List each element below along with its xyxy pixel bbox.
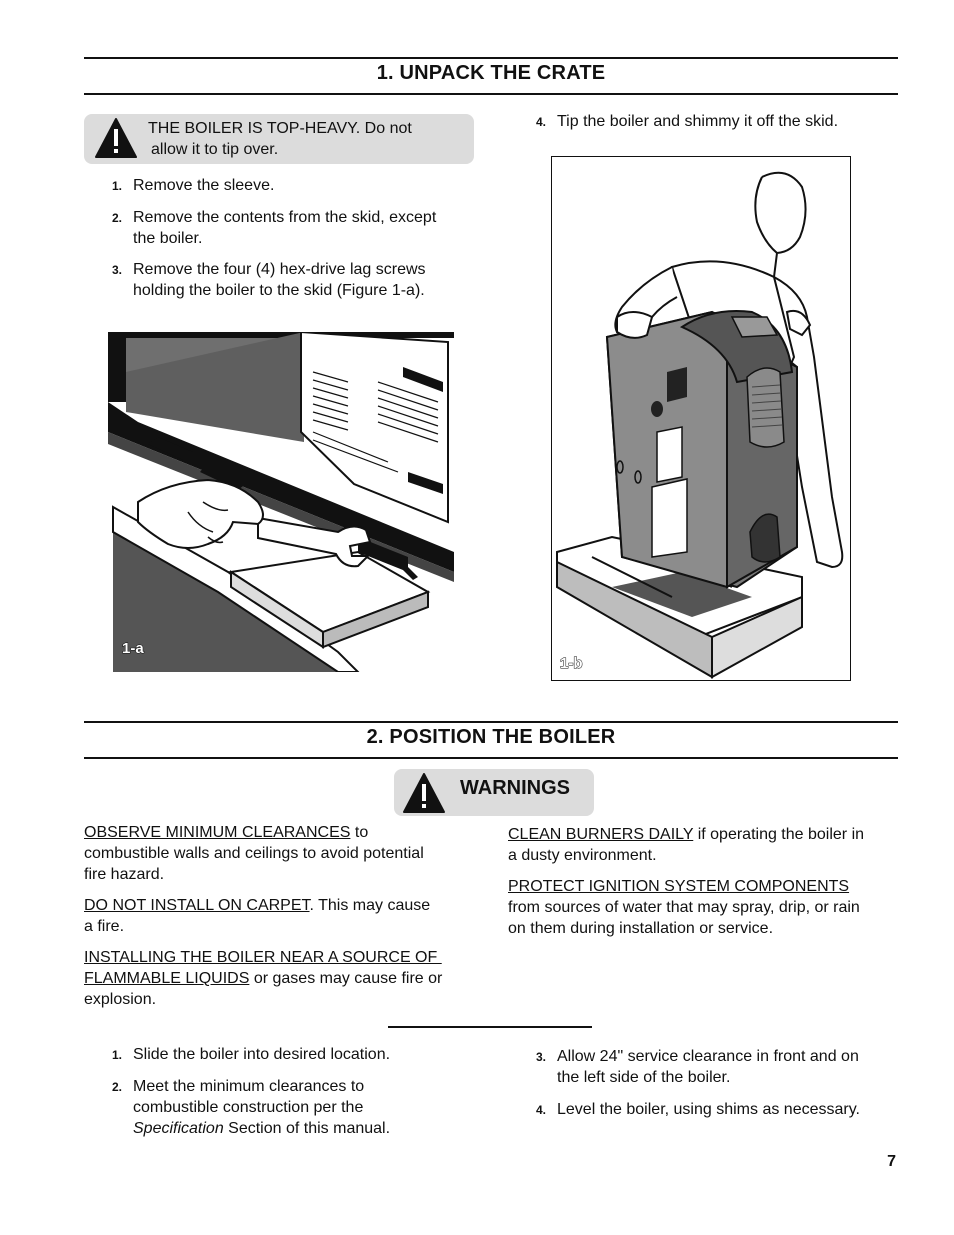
step-number: 4. xyxy=(536,115,547,129)
warning-carpet-heading: DO NOT INSTALL ON CARPET xyxy=(84,897,310,914)
unpack-step-4 xyxy=(536,111,898,133)
step-text: the boiler. xyxy=(133,230,203,247)
warning-flammable-heading: INSTALLING THE BOILER NEAR A SOURCE OF xyxy=(84,949,442,966)
step-text: Level the boiler, using shims as necessary. xyxy=(557,1101,860,1118)
section2-bottom-rule xyxy=(84,757,898,759)
step-text: combustible construction per the xyxy=(133,1099,364,1116)
step-text-italic: Specification xyxy=(133,1120,224,1137)
unpack-step-3 xyxy=(112,259,472,303)
step-number: 4. xyxy=(536,1103,547,1117)
position-step-1 xyxy=(112,1044,492,1066)
warning-burners: CLEAN BURNERS DAILY if operating the boiler in a dusty environment. xyxy=(508,826,865,864)
step-number: 1. xyxy=(112,1048,123,1062)
tip-warning-line1: THE BOILER IS TOP-HEAVY. Do not xyxy=(148,120,412,137)
step-number: 1. xyxy=(112,179,123,193)
position-step-2: 2. Meet the minimum clearances to combustible construction per the Specification Section of this manual. xyxy=(112,1076,492,1140)
warnings-label: WARNINGS xyxy=(460,777,570,799)
warning-ignition: PROTECT IGNITION SYSTEM COMPONENTS from sources of water that may spray, drip, or rain on them during installation or service. xyxy=(508,878,860,937)
step-text: Meet the minimum clearances to xyxy=(133,1078,365,1095)
step-text: holding the boiler to the skid (Figure 1-a). xyxy=(133,282,425,299)
section2-top-rule xyxy=(84,721,898,723)
step-text: Remove the four (4) hex-drive lag screws xyxy=(133,261,426,278)
step-text: the left side of the boiler. xyxy=(557,1069,731,1086)
unpack-step-1 xyxy=(112,175,472,197)
section2-title: 2. POSITION THE BOILER xyxy=(366,726,616,748)
step-number: 3. xyxy=(536,1050,547,1064)
section1-bottom-rule xyxy=(84,93,898,95)
step-text: Allow 24" service clearance in front and on xyxy=(557,1048,859,1065)
step-text: Remove the sleeve. xyxy=(133,177,275,194)
warning-clearances-heading: OBSERVE MINIMUM CLEARANCES xyxy=(84,824,351,841)
warning-carpet: DO NOT INSTALL ON CARPET. This may cause a fire. xyxy=(84,897,431,935)
section1-top-rule xyxy=(84,57,898,59)
step-text: Remove the contents from the skid, except xyxy=(133,209,437,226)
warning-flammable: INSTALLING THE BOILER NEAR A SOURCE OF FLAMMABLE LIQUIDS or gases may cause fire or explosion. xyxy=(84,949,443,1008)
unpack-step-2 xyxy=(112,207,472,251)
figure-1b-label: 1-b xyxy=(560,655,583,672)
page-number: 7 xyxy=(887,1153,896,1170)
warning-burners-heading: CLEAN BURNERS DAILY xyxy=(508,826,694,843)
warning-triangle-icon xyxy=(402,772,446,814)
warning-triangle-icon xyxy=(94,117,138,159)
step-number: 2. xyxy=(112,211,123,225)
position-step-3 xyxy=(536,1046,898,1090)
warning-ignition-heading: PROTECT IGNITION SYSTEM COMPONENTS xyxy=(508,878,850,895)
step-text: Slide the boiler into desired location. xyxy=(133,1046,391,1063)
figure-1b-illustration xyxy=(552,157,850,680)
section1-title: 1. UNPACK THE CRATE xyxy=(376,62,606,84)
figure-1a-illustration xyxy=(108,332,454,672)
step-text: Tip the boiler and shimmy it off the skid. xyxy=(557,113,839,130)
position-step-4 xyxy=(536,1099,898,1121)
tip-warning-box xyxy=(84,114,474,164)
figure-1a-removing-lag-screws xyxy=(108,332,454,672)
warnings-badge xyxy=(394,769,594,816)
tip-warning-line2: allow it to tip over. xyxy=(151,141,279,158)
step-number: 2. xyxy=(112,1080,123,1094)
figure-1b-tipping-boiler xyxy=(551,156,851,681)
warning-clearances: OBSERVE MINIMUM CLEARANCES to combustible walls and ceilings to avoid potential fire hazard. xyxy=(84,824,424,883)
separator-rule xyxy=(388,1026,592,1028)
step-number: 3. xyxy=(112,263,123,277)
figure-1a-label: 1-a xyxy=(122,640,144,657)
